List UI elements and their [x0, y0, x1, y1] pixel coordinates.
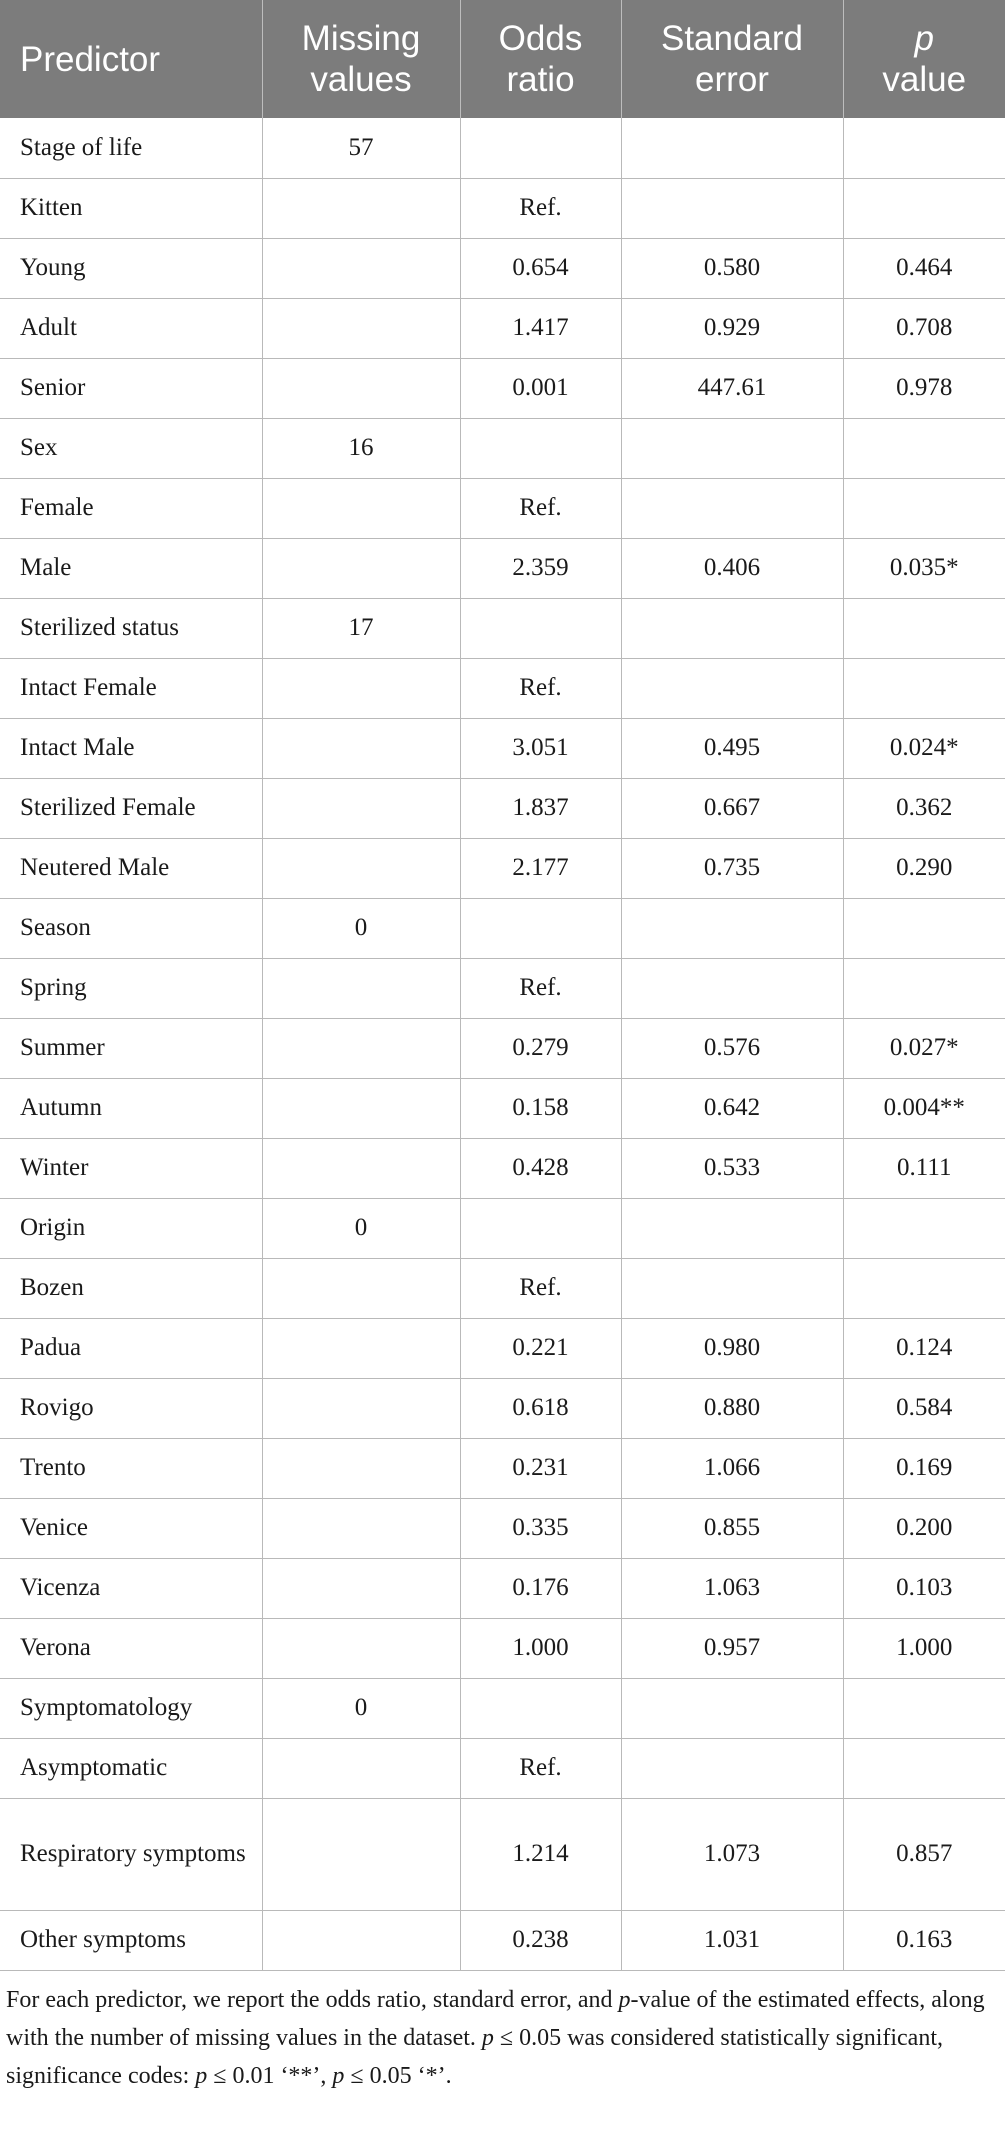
cell-odds-ratio: Ref.: [460, 658, 621, 718]
cell-missing-values: [262, 958, 460, 1018]
cell-predictor: Intact Female: [0, 658, 262, 718]
table-row: [0, 1138, 1005, 1198]
cell-p-value: 0.024*: [843, 718, 1005, 778]
cell-predictor: Season: [0, 898, 262, 958]
header-missing-values: [262, 0, 460, 118]
cell-missing-values: 57: [262, 118, 460, 178]
cell-missing-values: [262, 658, 460, 718]
cell-predictor: Padua: [0, 1318, 262, 1378]
table-footnote: [0, 1971, 1005, 2095]
table-row: [0, 1258, 1005, 1318]
header-row: [0, 0, 1005, 118]
table-row: [0, 838, 1005, 898]
cell-standard-error: 1.031: [621, 1910, 843, 1970]
cell-standard-error: [621, 1198, 843, 1258]
cell-odds-ratio: 0.231: [460, 1438, 621, 1498]
cell-odds-ratio: 0.618: [460, 1378, 621, 1438]
cell-p-value: 0.027*: [843, 1018, 1005, 1078]
footnote-text-2: -value of the estimated effects, along with the number of missing values in the dataset.: [6, 1986, 985, 2051]
table-body: [0, 118, 1005, 1970]
cell-standard-error: 0.880: [621, 1378, 843, 1438]
cell-missing-values: [262, 1318, 460, 1378]
cell-missing-values: 16: [262, 418, 460, 478]
cell-p-value: [843, 118, 1005, 178]
cell-missing-values: [262, 298, 460, 358]
cell-standard-error: 1.063: [621, 1558, 843, 1618]
cell-standard-error: [621, 1258, 843, 1318]
cell-missing-values: [262, 1558, 460, 1618]
cell-standard-error: 0.735: [621, 838, 843, 898]
cell-odds-ratio: Ref.: [460, 478, 621, 538]
footnote-p-symbol: p: [195, 2062, 208, 2089]
cell-standard-error: [621, 598, 843, 658]
cell-p-value: 0.004**: [843, 1078, 1005, 1138]
table-header: [0, 0, 1005, 118]
cell-odds-ratio: Ref.: [460, 1258, 621, 1318]
cell-predictor: Venice: [0, 1498, 262, 1558]
header-odds-ratio: [460, 0, 621, 118]
table-row: [0, 1618, 1005, 1678]
table-row: [0, 598, 1005, 658]
cell-standard-error: 0.642: [621, 1078, 843, 1138]
table-row: [0, 898, 1005, 958]
cell-p-value: 0.200: [843, 1498, 1005, 1558]
table-row: [0, 238, 1005, 298]
cell-predictor: Adult: [0, 298, 262, 358]
cell-p-value: [843, 898, 1005, 958]
cell-p-value: 0.111: [843, 1138, 1005, 1198]
table-row: [0, 298, 1005, 358]
table-row: [0, 478, 1005, 538]
table-row: [0, 418, 1005, 478]
footnote-p-symbol: p: [481, 2024, 494, 2051]
cell-missing-values: [262, 358, 460, 418]
cell-missing-values: [262, 538, 460, 598]
cell-standard-error: 1.073: [621, 1798, 843, 1910]
cell-odds-ratio: Ref.: [460, 1738, 621, 1798]
cell-p-value: 0.103: [843, 1558, 1005, 1618]
cell-predictor: Female: [0, 478, 262, 538]
cell-standard-error: [621, 958, 843, 1018]
cell-predictor: Neutered Male: [0, 838, 262, 898]
cell-p-value: [843, 178, 1005, 238]
cell-p-value: [843, 598, 1005, 658]
cell-standard-error: [621, 418, 843, 478]
cell-missing-values: [262, 1498, 460, 1558]
cell-standard-error: [621, 178, 843, 238]
cell-p-value: 0.857: [843, 1798, 1005, 1910]
cell-p-value: 0.124: [843, 1318, 1005, 1378]
cell-predictor: Senior: [0, 358, 262, 418]
cell-predictor: Winter: [0, 1138, 262, 1198]
cell-missing-values: 0: [262, 1198, 460, 1258]
cell-missing-values: [262, 1618, 460, 1678]
cell-predictor: Other symptoms: [0, 1910, 262, 1970]
cell-missing-values: [262, 478, 460, 538]
cell-standard-error: 0.667: [621, 778, 843, 838]
cell-predictor: Verona: [0, 1618, 262, 1678]
cell-p-value: 0.464: [843, 238, 1005, 298]
footnote-p-symbol: p: [618, 1986, 631, 2013]
table-row: [0, 1078, 1005, 1138]
table-row: [0, 358, 1005, 418]
cell-odds-ratio: 0.428: [460, 1138, 621, 1198]
footnote-text-3: ≤ 0.05 was considered statistically significant, significance codes:: [6, 2024, 943, 2089]
header-predictor: [0, 0, 262, 118]
cell-standard-error: [621, 1738, 843, 1798]
cell-odds-ratio: [460, 1198, 621, 1258]
cell-odds-ratio: 0.335: [460, 1498, 621, 1558]
cell-p-value: [843, 418, 1005, 478]
cell-odds-ratio: 0.238: [460, 1910, 621, 1970]
cell-p-value: 0.035*: [843, 538, 1005, 598]
table-row: [0, 1738, 1005, 1798]
header-odds-line1: Odds: [498, 19, 583, 58]
cell-p-value: 0.362: [843, 778, 1005, 838]
cell-missing-values: [262, 238, 460, 298]
cell-standard-error: [621, 1678, 843, 1738]
cell-predictor: Vicenza: [0, 1558, 262, 1618]
table-row: [0, 118, 1005, 178]
cell-predictor: Intact Male: [0, 718, 262, 778]
cell-odds-ratio: [460, 418, 621, 478]
cell-odds-ratio: [460, 1678, 621, 1738]
cell-p-value: [843, 1738, 1005, 1798]
cell-odds-ratio: 1.214: [460, 1798, 621, 1910]
cell-odds-ratio: 0.279: [460, 1018, 621, 1078]
header-p-line1: p: [914, 19, 934, 58]
table-row: [0, 778, 1005, 838]
cell-missing-values: [262, 778, 460, 838]
cell-standard-error: 0.980: [621, 1318, 843, 1378]
cell-p-value: [843, 478, 1005, 538]
table-row: [0, 718, 1005, 778]
footnote-text-5: ≤ 0.05 ‘*’.: [344, 2062, 452, 2089]
cell-odds-ratio: 0.221: [460, 1318, 621, 1378]
footnote-text-1: For each predictor, we report the odds ratio, standard error, and: [6, 1986, 619, 2013]
cell-odds-ratio: 2.177: [460, 838, 621, 898]
cell-p-value: 0.708: [843, 298, 1005, 358]
header-p-value: [843, 0, 1005, 118]
cell-odds-ratio: 1.000: [460, 1618, 621, 1678]
table-row: [0, 1018, 1005, 1078]
table-row: [0, 1438, 1005, 1498]
cell-odds-ratio: 0.654: [460, 238, 621, 298]
cell-standard-error: 0.495: [621, 718, 843, 778]
cell-p-value: [843, 658, 1005, 718]
table-row: [0, 1198, 1005, 1258]
cell-p-value: 0.290: [843, 838, 1005, 898]
cell-standard-error: 0.855: [621, 1498, 843, 1558]
header-se-line2: error: [695, 60, 769, 99]
cell-odds-ratio: [460, 118, 621, 178]
cell-odds-ratio: 0.176: [460, 1558, 621, 1618]
cell-predictor: Stage of life: [0, 118, 262, 178]
cell-missing-values: [262, 1438, 460, 1498]
table-row: [0, 1910, 1005, 1970]
cell-standard-error: [621, 898, 843, 958]
cell-standard-error: 0.533: [621, 1138, 843, 1198]
footnote-text-4: ≤ 0.01 ‘**’,: [207, 2062, 333, 2089]
cell-odds-ratio: [460, 598, 621, 658]
table-row: [0, 1798, 1005, 1910]
cell-standard-error: [621, 478, 843, 538]
cell-predictor: Respiratory symptoms: [0, 1798, 262, 1910]
table-row: [0, 178, 1005, 238]
cell-predictor: Sterilized Female: [0, 778, 262, 838]
cell-predictor: Bozen: [0, 1258, 262, 1318]
cell-odds-ratio: 0.158: [460, 1078, 621, 1138]
cell-predictor: Spring: [0, 958, 262, 1018]
cell-predictor: Sex: [0, 418, 262, 478]
cell-missing-values: [262, 1018, 460, 1078]
cell-missing-values: [262, 1378, 460, 1438]
cell-standard-error: 1.066: [621, 1438, 843, 1498]
cell-odds-ratio: 1.417: [460, 298, 621, 358]
cell-standard-error: 0.576: [621, 1018, 843, 1078]
cell-p-value: 0.978: [843, 358, 1005, 418]
cell-odds-ratio: 1.837: [460, 778, 621, 838]
cell-p-value: 0.163: [843, 1910, 1005, 1970]
cell-missing-values: [262, 718, 460, 778]
table-row: [0, 1678, 1005, 1738]
cell-missing-values: [262, 1738, 460, 1798]
cell-odds-ratio: 0.001: [460, 358, 621, 418]
cell-odds-ratio: 2.359: [460, 538, 621, 598]
header-se-line1: Standard: [660, 19, 804, 58]
table-row: [0, 1498, 1005, 1558]
cell-predictor: Male: [0, 538, 262, 598]
cell-standard-error: 447.61: [621, 358, 843, 418]
table-row: [0, 1378, 1005, 1438]
cell-missing-values: [262, 1258, 460, 1318]
table-row: [0, 1318, 1005, 1378]
cell-predictor: Symptomatology: [0, 1678, 262, 1738]
header-missing-line2: values: [310, 60, 412, 99]
cell-p-value: [843, 1198, 1005, 1258]
cell-missing-values: 0: [262, 1678, 460, 1738]
cell-p-value: [843, 958, 1005, 1018]
cell-predictor: Origin: [0, 1198, 262, 1258]
cell-p-value: 0.584: [843, 1378, 1005, 1438]
header-standard-error: [621, 0, 843, 118]
cell-p-value: [843, 1678, 1005, 1738]
cell-predictor: Summer: [0, 1018, 262, 1078]
table-row: [0, 958, 1005, 1018]
cell-missing-values: [262, 1138, 460, 1198]
cell-predictor: Trento: [0, 1438, 262, 1498]
cell-predictor: Asymptomatic: [0, 1738, 262, 1798]
cell-odds-ratio: Ref.: [460, 958, 621, 1018]
cell-standard-error: 0.580: [621, 238, 843, 298]
cell-missing-values: [262, 1798, 460, 1910]
cell-odds-ratio: 3.051: [460, 718, 621, 778]
cell-standard-error: [621, 118, 843, 178]
cell-predictor: Rovigo: [0, 1378, 262, 1438]
header-missing-line1: Missing: [301, 19, 421, 58]
header-p-line2: value: [882, 60, 967, 99]
cell-missing-values: [262, 1910, 460, 1970]
cell-missing-values: 0: [262, 898, 460, 958]
cell-predictor: Sterilized status: [0, 598, 262, 658]
footnote-p-symbol: p: [332, 2062, 345, 2089]
table-row: [0, 1558, 1005, 1618]
cell-p-value: 0.169: [843, 1438, 1005, 1498]
cell-missing-values: [262, 838, 460, 898]
cell-predictor: Kitten: [0, 178, 262, 238]
cell-p-value: [843, 1258, 1005, 1318]
header-odds-line2: ratio: [506, 60, 575, 99]
cell-odds-ratio: Ref.: [460, 178, 621, 238]
cell-predictor: Autumn: [0, 1078, 262, 1138]
cell-odds-ratio: [460, 898, 621, 958]
cell-missing-values: 17: [262, 598, 460, 658]
cell-predictor: Young: [0, 238, 262, 298]
cell-standard-error: 0.929: [621, 298, 843, 358]
cell-standard-error: [621, 658, 843, 718]
cell-standard-error: 0.957: [621, 1618, 843, 1678]
table-row: [0, 538, 1005, 598]
cell-missing-values: [262, 1078, 460, 1138]
header-predictor-label: Predictor: [20, 39, 161, 79]
table-row: [0, 658, 1005, 718]
cell-p-value: 1.000: [843, 1618, 1005, 1678]
cell-missing-values: [262, 178, 460, 238]
cell-standard-error: 0.406: [621, 538, 843, 598]
